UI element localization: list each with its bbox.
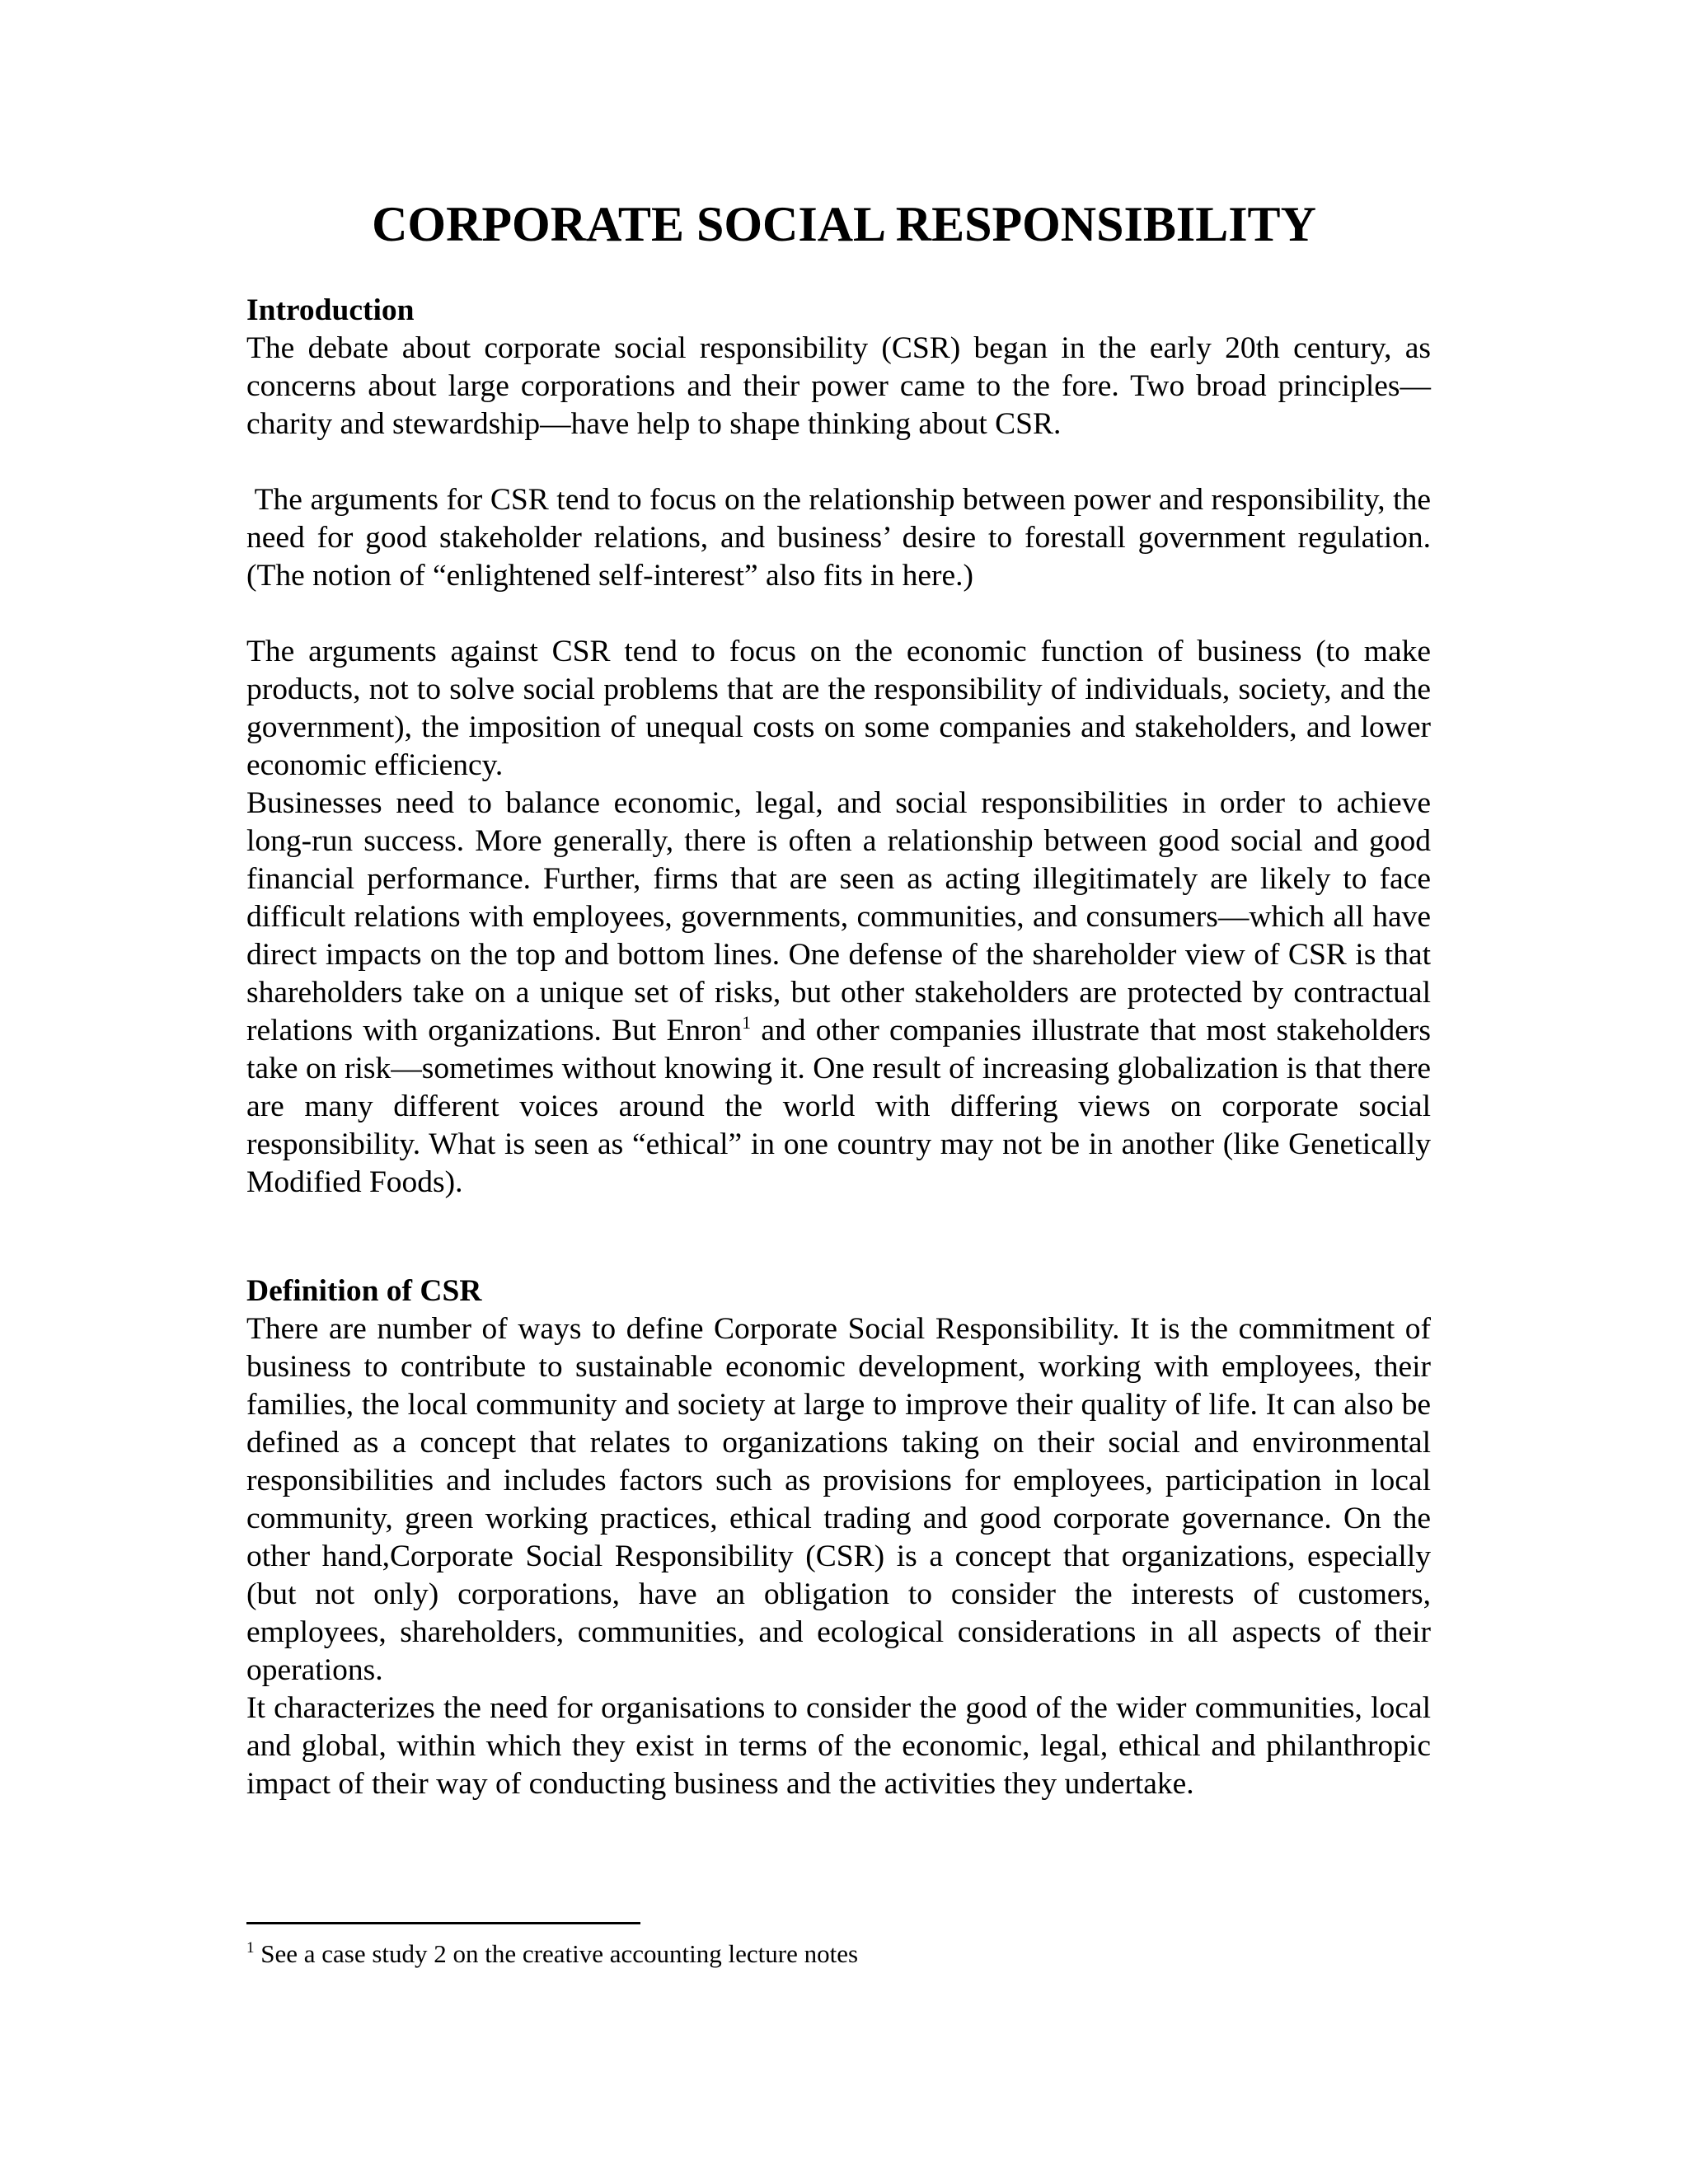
definition-paragraph-1: There are number of ways to define Corporate Social Responsibility. It is the commitment of business to contribute to sustainable economic development, working with employees, their families, the local community and society at large to improve their quality of life. It can also be defined as a concept that relates to organizations taking on their social and environmental responsibilities and includes factors such as provisions for employees, participation in local community, green working practices, ethical trading and good corporate governance. On the other hand,Corporate Social Responsibility (CSR) is a concept that organizations, especially (but not only) corporations, have an obligation to consider the interests of customers, employees, shareholders, communities, and ecological considerations in all aspects of their operations. (246, 1312, 1431, 1687)
section-introduction (246, 292, 1439, 1202)
introduction-paragraph-2: The arguments for CSR tend to focus on the relationship between power and responsibility, the need for good stakeholder relations, and business’ desire to forestall government regulation. (The notion of “enlightened self-interest” also fits in here.) (246, 483, 1439, 593)
paragraph-gap (246, 443, 1431, 481)
paragraph-gap (246, 595, 1431, 633)
paragraph-4-text-end: and other companies illustrate that most stakeholders take on risk—sometimes without knowing it. One result of increasing globalization is that there are many different voices around the world with differing views on corporate social responsibility. What is seen as “ethical” in one country may not be in another (like Genetically Modified Foods). (246, 1014, 1431, 1199)
footnote-text: See a case study 2 on the creative accounting lecture notes (254, 1939, 859, 1968)
definition-paragraph-2: It characterizes the need for organisations to consider the good of the wider communities, local and global, within which they exist in terms of the economic, legal, ethical and philanthropic impact of their way of conducting business and the activities they undertake. (246, 1691, 1431, 1801)
introduction-paragraph-4 (246, 785, 1431, 1202)
footnote-marker: 1 (246, 1939, 255, 1957)
paragraph-4-text-start: Businesses need to balance economic, legal, and social responsibilities in order to achieve long-run success. More generally, there is often a relationship between good social and good financial performance. Further, firms that are seen as acting illegitimately are likely to face difficult relations with employees, governments, communities, and consumers—which all have direct impacts on the top and bottom lines. One defense of the shareholder view of CSR is that shareholders take on a unique set of risks, but other stakeholders are protected by contractual relations with organizations. But Enron (246, 786, 1431, 1047)
definition-heading: Definition of CSR (246, 1274, 482, 1308)
introduction-paragraph-1: The debate about corporate social responsibility (CSR) began in the early 20th century, as concerns about large corporations and their power came to the fore. Two broad principles—charity and stewardship—have help to shape thinking about CSR. (246, 331, 1431, 441)
footnote-divider (246, 1922, 640, 1924)
section-definition (246, 1272, 1431, 1803)
footnote-reference[interactable]: 1 (742, 1012, 752, 1033)
introduction-heading: Introduction (246, 293, 415, 327)
introduction-paragraph-3: The arguments against CSR tend to focus on the economic function of business (to make products, not to solve social problems that are the responsibility of individuals, society, and the government), the imposition of unequal costs on some companies and stakeholders, and lower economic efficiency. (246, 635, 1431, 782)
document-title: CORPORATE SOCIAL RESPONSIBILITY (372, 197, 1316, 251)
footnote (246, 1938, 1431, 1970)
